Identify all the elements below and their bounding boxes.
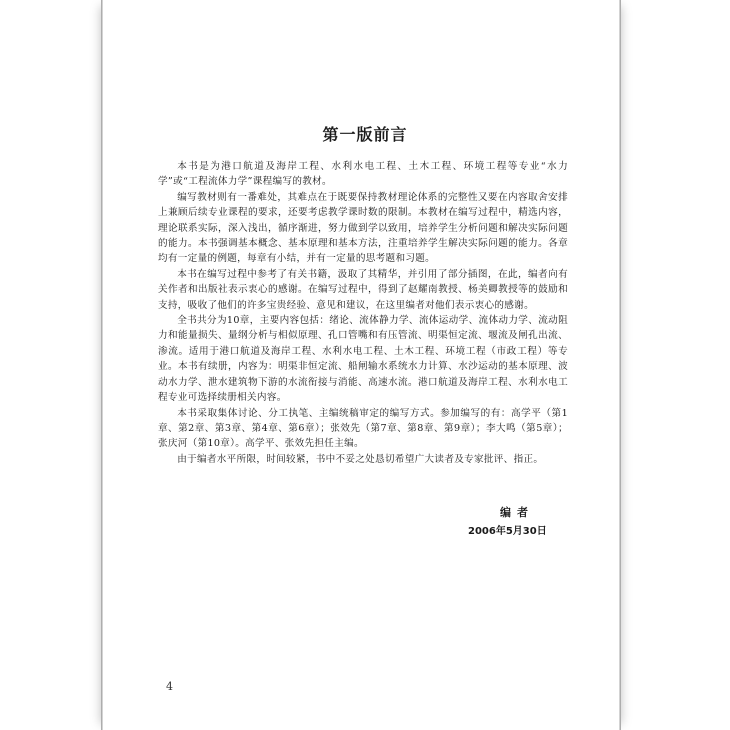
page-edge-right bbox=[619, 0, 621, 730]
page-edge-left bbox=[101, 0, 103, 730]
paragraph-6: 由于编者水平所限，时间较紧，书中不妥之处恳切希望广大读者及专家批评、指正。 bbox=[177, 453, 544, 465]
paragraph-1: 本书是为港口航道及海岸工程、水利水电工程、土木工程、环境工程等专业“水力学”或“工程流体力学”课程编写的教材。 bbox=[158, 161, 568, 188]
page-number: 4 bbox=[166, 680, 173, 693]
signature-date: 2006年5月30日 bbox=[468, 526, 547, 537]
paragraph-5: 本书采取集体讨论、分工执笔、主编统稿审定的编写方式。参加编写的有：高学平（第1章、第2章、第3章、第4章、第6章）；张效先（第7章、第8章、第9章）；李大鸣（第5章）；张庆河（第10章）。高学平、张效先担任主编。 bbox=[158, 407, 568, 450]
author-signature: 编者 bbox=[500, 506, 534, 519]
paragraph-3: 本书在编写过程中参考了有关书籍，汲取了其精华，并引用了部分插图，在此，编者向有关作者和出版社表示衷心的感谢。在编写过程中，得到了赵耀南教授、杨美卿教授等的鼓励和支持，吸收了他们的许多宝贵经验、意见和建议，在这里编者对他们表示衷心的感谢。 bbox=[158, 268, 568, 311]
paragraph-4: 全书共分为10章，主要内容包括：绪论、流体静力学、流体运动学、流体动力学、流动阻力和能量损失、量纲分析与相似原理、孔口管嘴和有压管流、明渠恒定流、堰流及闸孔出流、渗流。适用于港口航道及海岸工程、水利水电工程、土木工程、环境工程（市政工程）等专业。本书有续册，内容为：明渠非恒定流、船闸输水系统水力计算、水沙运动的基本原理、波动水力学、泄水建筑物下游的水流衔接与消能、高速水流。港口航道及海岸工程、水利水电工程专业可选择续册相关内容。 bbox=[158, 315, 568, 404]
page-title: 第一版前言 bbox=[322, 125, 408, 144]
paragraph-2: 编写教材则有一番难处，其难点在于既要保持教材理论体系的完整性又要在内容取舍安排上兼顾后续专业课程的要求，还要考虑教学课时数的限制。本教材在编写过程中，精选内容，理论联系实际，深入浅出，循序渐进，努力做到学以致用，培养学生分析问题和解决实际问题的能力。本书强调基本概念、基本原理和基本方法，注重培养学生解决实际问题的能力。各章均有一定量的例题，每章有小结，并有一定量的思考题和习题。 bbox=[158, 191, 568, 265]
preface-body bbox=[158, 159, 568, 467]
